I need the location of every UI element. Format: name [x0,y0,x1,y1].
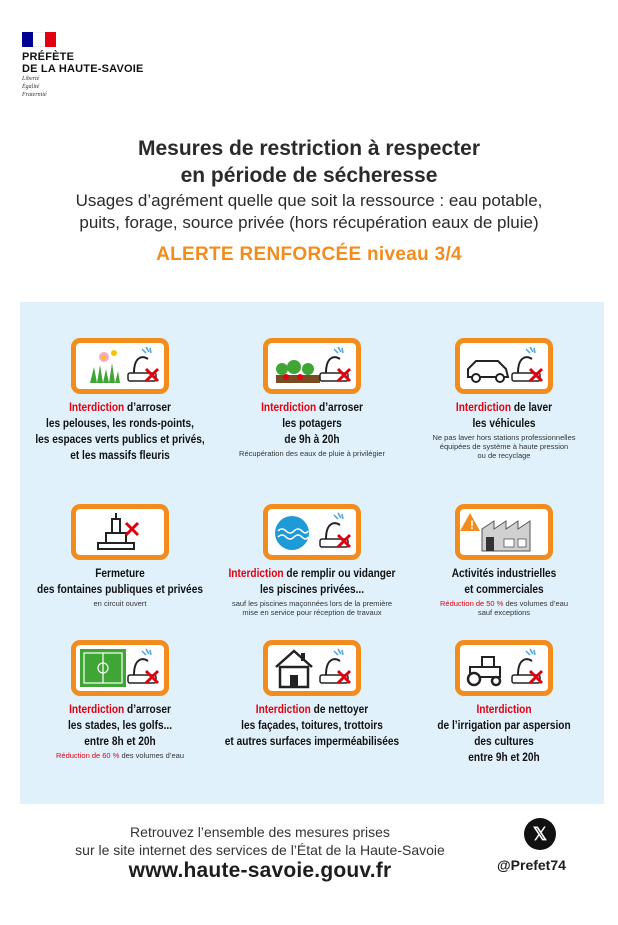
vegetable-garden-hose-icon [263,338,361,394]
measure-vehicles-note: Ne pas laver hors stations professionnelles équipées de système à haute pression ou de recyclage [432,433,576,460]
prefecture-logo [22,32,144,99]
measure-irrigation [404,640,604,766]
prefecture-name-line1: PRÉFÈTE [22,51,75,63]
footer-line-1: Retrouvez l’ensemble des mesures prises [130,824,390,840]
measure-stadiums-text: Interdiction d’arroser les stades, les golfs... entre 8h et 20h [67,704,173,748]
measure-surfaces [212,640,412,750]
house-hose-icon [263,640,361,696]
subtitle-line-2: puits, forage, source privée (hors récupération eaux de pluie) [79,213,539,232]
measure-pools-text: Interdiction de remplir ou vidanger les piscines privées... [228,568,396,596]
subtitle-line-1: Usages d’agrément quelle que soit la ressource : eau potable, [75,191,543,210]
measure-irrigation-text: Interdiction de l’irrigation par aspersion des cultures entre 9h et 20h [437,704,571,764]
measure-pools-note: sauf les piscines maçonnées lors de la première mise en service pour réception de travaux [231,599,393,617]
measure-industry [404,504,604,617]
svg-text:!: ! [470,518,474,532]
measure-vegetable-gardens-text: Interdiction d’arroser les potagers de 9h à 20h [261,402,363,446]
measure-stadiums [20,640,220,760]
car-wash-hose-icon [455,338,553,394]
footer-info [0,823,520,859]
measure-industry-note: Réduction de 50 % des volumes d’eau sauf exceptions [439,599,568,617]
measures-panel [20,302,604,804]
footer-line-2: sur le site internet des services de l’État de la Haute-Savoie [75,842,445,858]
motto-egalite: Égalité [22,84,40,90]
measure-fountains-text: Fermeture des fontaines publiques et privées [37,568,203,596]
measure-lawns-text: Interdiction d’arroser les pelouses, les ronds-points, les espaces verts publics et privés, et les massifs fleuris [35,402,205,462]
measure-vehicles-text: Interdiction de laver les véhicules [455,402,553,430]
x-handle-link[interactable]: @Prefet74 [497,857,566,873]
tractor-irrigation-icon [455,640,553,696]
french-flag-icon [22,32,56,47]
measure-pools [212,504,412,617]
motto-liberte: Liberté [22,76,40,82]
measure-fountains-note: en circuit ouvert [93,599,147,608]
measure-vegetable-gardens [212,338,412,458]
page-title [0,135,618,189]
x-logo-icon[interactable]: 𝕏 [524,818,556,850]
measure-stadiums-note: Réduction de 60 % des volumes d’eau [55,751,184,760]
measure-surfaces-text: Interdiction de nettoyer les façades, toitures, trottoirs et autres surfaces imperméabilisées [224,704,400,748]
fountain-icon [71,504,169,560]
measure-industry-text: Activités industrielles et commerciales [451,568,557,596]
stadium-field-hose-icon [71,640,169,696]
prefecture-name-line2: DE LA HAUTE-SAVOIE [22,63,144,75]
measure-vegetable-gardens-note: Récupération des eaux de pluie à privilégier [239,449,385,458]
website-link[interactable]: www.haute-savoie.gouv.fr [128,859,392,882]
measure-vehicles [404,338,604,460]
measure-fountains [20,504,220,608]
title-line-1: Mesures de restriction à respecter [138,137,480,160]
alert-level: ALERTE RENFORCÉE niveau 3/4 [156,244,462,265]
pool-water-hose-icon [263,504,361,560]
title-line-2: en période de sécheresse [180,164,438,187]
factory-warning-icon [455,504,553,560]
page-subtitle [0,190,618,234]
motto-fraternite: Fraternité [22,92,47,98]
lawn-flower-hose-icon [71,338,169,394]
measure-lawns [20,338,220,464]
